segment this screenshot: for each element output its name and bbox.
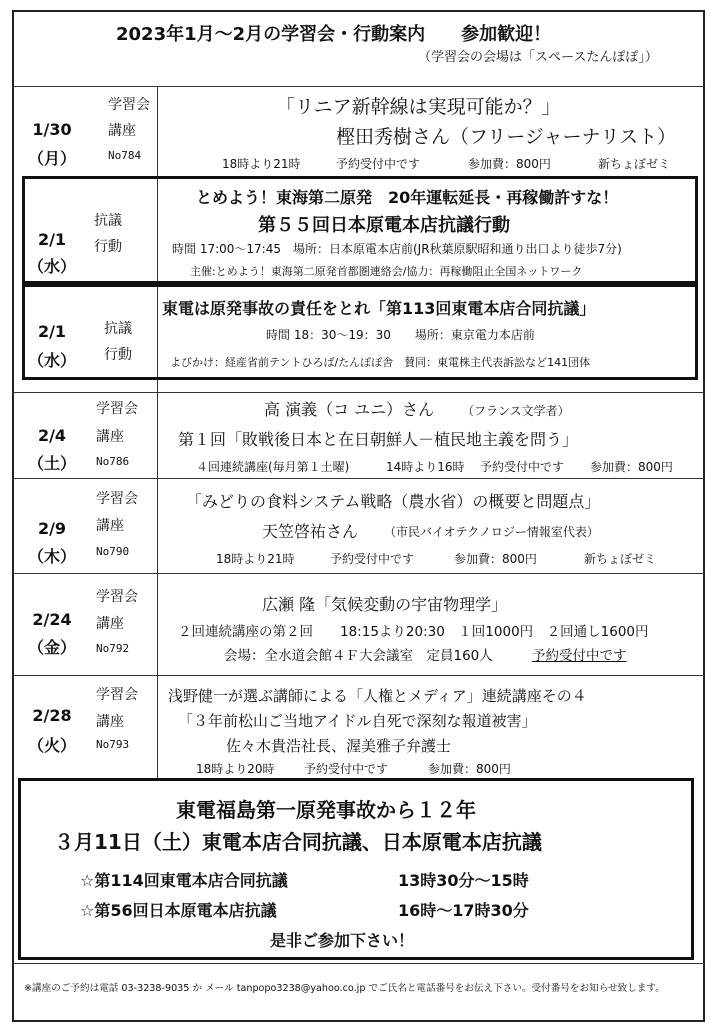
event-day: （土） [27,454,76,473]
event-number: No793 [96,738,130,751]
event-fee: 参加費：800円 [590,460,673,474]
event-number: No792 [96,642,130,655]
event-speaker: 佐々木貴浩社長、渥美雅子弁護士 [226,737,452,755]
footer-note: ※講座のご予約は電話 03-3238-9035 か メール tanpopo3238@yahoo.co.jp でご氏名と電話番号をお伝え下さい。受付番号をお知らせ致します。 [24,983,665,994]
event-date: 2/1 [37,230,67,249]
event-reservation: 予約受付中です [336,157,421,171]
row-divider [12,573,705,574]
event-day: （木） [27,547,76,566]
event-number: No786 [96,455,130,468]
event-date: 2/28 [32,706,72,725]
event-series: 浅野健一が選ぶ講師による「人権とメディア」連続講座その４ [168,687,587,705]
event-day: （金） [27,638,76,657]
event-organizer: 主催:とめよう！東海第二原発首都圏連絡会/協力：再稼働阻止全国ネットワーク [190,265,583,278]
event-type: 行動 [94,239,122,255]
event-type: 講座 [96,518,124,534]
event-type: 講座 [108,123,136,139]
row-divider [12,86,705,87]
event-series: 新ちょぼゼミ [584,552,657,566]
march-item-label: ☆第114回東電本店合同抗議 [80,871,288,890]
event-day: （月） [27,149,76,168]
march-headline: 東電福島第一原発事故から１２年 [176,798,476,822]
event-date: 2/1 [37,322,67,341]
event-type: 講座 [96,616,124,632]
event-time: 18時より21時 [216,552,295,566]
event-speaker-title: （フランス文学者） [462,404,570,418]
event-title: 第５５回日本原電本店抗議行動 [258,215,510,236]
march-item-time: 16時～17時30分 [398,901,529,920]
event-type: 学習会 [96,401,138,417]
event-reservation: 予約受付中です [330,552,415,566]
event-date: 2/9 [37,519,67,538]
event-day: （水） [27,257,76,276]
event-type: 行動 [104,347,132,363]
event-date: 2/24 [32,610,72,629]
row-divider [12,392,705,393]
event-type: 学習会 [96,589,138,605]
event-reservation: 予約受付中です [304,762,389,776]
event-reservation: 予約受付中です [532,648,627,664]
event-type: 学習会 [108,97,150,113]
event-type: 講座 [96,714,124,730]
event-series: 新ちょぼゼミ [598,157,671,171]
event-type: 講座 [96,429,124,445]
event-time: 18時より21時 [222,157,301,171]
event-speaker-title: （市民バイオテクノロジー情報室代表） [384,525,599,539]
march-date-line: ３月11日（土）東電本店合同抗議、日本原電本店抗議 [54,830,542,854]
event-time: 14時より16時 [386,460,465,474]
event-speaker: 天笠啓祐さん [262,522,359,541]
event-time: 18時より20時 [196,762,275,776]
march-item-label: ☆第56回日本原電本店抗議 [80,901,277,920]
march-item-time: 13時30分～15時 [398,871,529,890]
event-time-place: 時間 17:00～17:45 場所：日本原電本店前(JR秋葉原駅昭和通り出口より徒歩7分) [172,242,622,256]
march-closing: 是非ご参加下さい！ [270,931,415,950]
event-title: 「みどりの食料システム戦略（農水省）の概要と問題点」 [186,492,601,511]
event-title: 「３年前松山ご当地アイドル自死で深刻な報道被害」 [178,712,537,730]
event-type: 抗議 [104,321,132,337]
event-type: 学習会 [96,491,138,507]
event-day: （水） [27,351,76,370]
event-number: No790 [96,545,130,558]
event-number: No784 [108,149,142,162]
event-type: 抗議 [94,213,122,229]
event-fee: 参加費：800円 [454,552,537,566]
event-fee: 参加費：800円 [468,157,551,171]
event-day: （火） [27,736,76,755]
event-speaker: 高 演義（コ ユニ）さん [264,400,435,419]
event-title: 第１回「敗戦後日本と在日朝鮮人－植民地主義を問う」 [178,430,579,449]
row-divider [12,675,705,676]
event-title: 東電は原発事故の責任をとれ「第113回東電本店合同抗議」 [162,299,596,318]
event-date: 1/30 [32,120,72,139]
event-venue: 会場：全水道会館４Ｆ大会議室 定員160人 [224,648,493,664]
row-divider [12,963,705,964]
event-title: 「リニア新幹線は実現可能か？」 [276,96,561,118]
event-speaker: 樫田秀樹さん（フリージャーナリスト） [336,126,677,148]
event-time-place: 時間 18：30～19：30 場所：東京電力本店前 [266,328,535,342]
event-type: 学習会 [96,687,138,703]
event-organizer: よびかけ：経産省前テントひろば/たんぽぽ舎 賛同：東電株主代表訴訟など141団体 [170,356,591,369]
row-divider [12,478,705,479]
event-series: ４回連続講座(毎月第１土曜) [196,460,350,474]
page-title: 2023年1月～2月の学習会・行動案内 参加歓迎！ [116,24,552,45]
venue-note: （学習会の会場は「スペースたんぽぽ」） [418,50,658,65]
event-reservation: 予約受付中です [480,460,565,474]
event-title: 広瀬 隆「気候変動の宇宙物理学」 [262,595,508,614]
event-slogan: とめよう！東海第二原発 20年運転延長・再稼働許すな！ [196,188,619,207]
event-schedule: ２回連続講座の第２回 18:15より20:30 １回1000円 ２回通し1600円 [178,624,649,640]
event-date: 2/4 [37,426,67,445]
event-fee: 参加費：800円 [428,762,511,776]
